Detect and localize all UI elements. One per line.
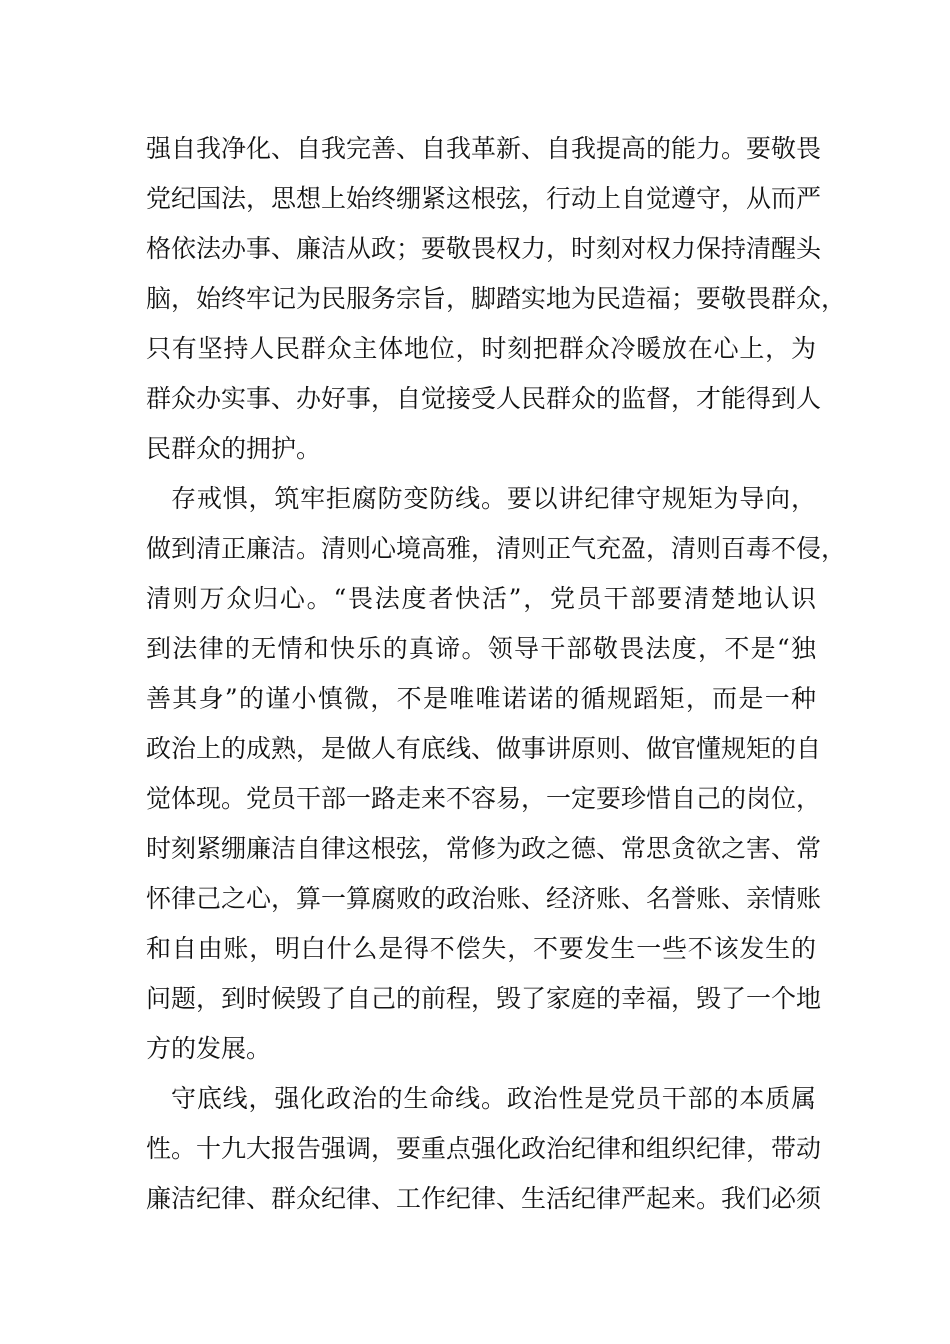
text-line: 到法律的无情和快乐的真谛。领导干部敬畏法度，不是“独 (146, 634, 816, 663)
text-line: 性。十九大报告强调，要重点强化政治纪律和组织纪律，带动 (146, 1134, 822, 1163)
text-line: 民群众的拥护。 (146, 434, 322, 463)
text-line: 党纪国法，思想上始终绷紧这根弦，行动上自觉遵守，从而严 (146, 184, 822, 213)
text-line: 清则万众归心。“畏法度者快活”，党员干部要清楚地认识 (146, 584, 816, 613)
text-line: 做到清正廉洁。清则心境高雅，清则正气充盈，清则百毒不侵， (146, 534, 847, 563)
text-line: 觉体现。党员干部一路走来不容易，一定要珍惜自己的岗位， (146, 784, 822, 813)
text-line: 时刻紧绷廉洁自律这根弦，常修为政之德、常思贪欲之害、常 (146, 834, 822, 863)
text-line: 群众办实事、办好事，自觉接受人民群众的监督，才能得到人 (146, 384, 822, 413)
text-line: 方的发展。 (146, 1034, 272, 1063)
text-line: 廉洁纪律、群众纪律、工作纪律、生活纪律严起来。我们必须 (146, 1184, 822, 1213)
text-line: 和自由账，明白什么是得不偿失，不要发生一些不该发生的 (146, 934, 816, 963)
text-line: 只有坚持人民群众主体地位，时刻把群众冷暖放在心上，为 (146, 334, 816, 363)
text-line: 问题，到时候毁了自己的前程，毁了家庭的幸福，毁了一个地 (146, 984, 822, 1013)
text-line: 善其身”的谨小慎微，不是唯唯诺诺的循规蹈矩，而是一种 (146, 684, 816, 713)
text-line: 格依法办事、廉洁从政；要敬畏权力，时刻对权力保持清醒头 (146, 234, 822, 263)
text-line: 守底线，强化政治的生命线。政治性是党员干部的本质属 (171, 1084, 816, 1113)
text-line: 政治上的成熟，是做人有底线、做事讲原则、做官懂规矩的自 (146, 734, 822, 763)
text-line: 存戒惧，筑牢拒腐防变防线。要以讲纪律守规矩为导向， (171, 484, 816, 513)
body-text (146, 124, 847, 1224)
text-line: 强自我净化、自我完善、自我革新、自我提高的能力。要敬畏 (146, 134, 822, 163)
text-line: 怀律己之心，算一算腐败的政治账、经济账、名誉账、亲情账 (146, 884, 822, 913)
text-line: 脑，始终牢记为民服务宗旨，脚踏实地为民造福；要敬畏群众， (146, 284, 847, 313)
